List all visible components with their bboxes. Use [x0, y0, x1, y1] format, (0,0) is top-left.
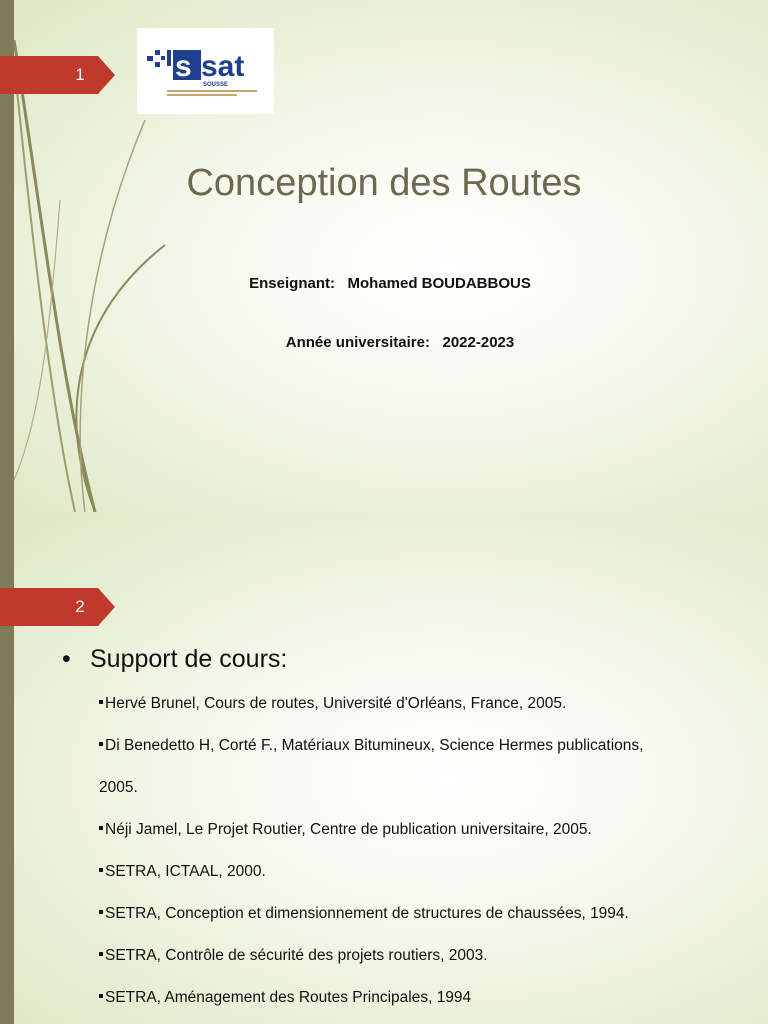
square-bullet-icon [99, 952, 103, 956]
bullet-icon: • [62, 645, 71, 673]
svg-text:s: s [175, 50, 192, 83]
list-item: Néji Jamel, Le Projet Routier, Centre de publication universitaire, 2005. [99, 809, 759, 851]
section-heading: • Support de cours: [62, 645, 288, 673]
issat-logo [137, 28, 274, 114]
list-item: SETRA, Aménagement des Routes Principales, 1994 [99, 977, 759, 1019]
list-item: Hervé Brunel, Cours de routes, Université d'Orléans, France, 2005. [99, 683, 759, 725]
teacher-line [0, 275, 768, 292]
square-bullet-icon [99, 700, 103, 704]
list-item-continuation: 2005. [99, 779, 138, 796]
square-bullet-icon [99, 868, 103, 872]
academic-year-line [0, 334, 768, 351]
year-value: 2022-2023 [442, 334, 515, 351]
list-item: SETRA, Contrôle de sécurité des projets routiers, 2003. [99, 935, 759, 977]
list-item: SETRA, ICTAAL, 2000. [99, 851, 759, 893]
slide-2 [0, 512, 768, 1024]
svg-text:SOUSSE: SOUSSE [203, 82, 229, 88]
list-item: Di Benedetto H, Corté F., Matériaux Bitumineux, Science Hermes publications, [99, 725, 759, 767]
slide-number-tag [0, 588, 115, 626]
square-bullet-icon [99, 826, 103, 830]
square-bullet-icon [99, 742, 103, 746]
svg-text:sat: sat [201, 50, 245, 83]
slide-number: 1 [75, 65, 85, 84]
slide-number-tag [0, 56, 115, 94]
teacher-label: Enseignant: [249, 275, 335, 292]
square-bullet-icon [99, 910, 103, 914]
presentation-title: Conception des Routes [186, 162, 582, 204]
teacher-name: Mohamed BOUDABBOUS [347, 275, 531, 292]
slide-number: 2 [75, 597, 85, 616]
list-item: SETRA, Conception et dimensionnement de structures de chaussées, 1994. [99, 893, 759, 935]
reference-list [99, 683, 759, 1019]
year-label: Année universitaire: [285, 334, 430, 351]
square-bullet-icon [99, 994, 103, 998]
